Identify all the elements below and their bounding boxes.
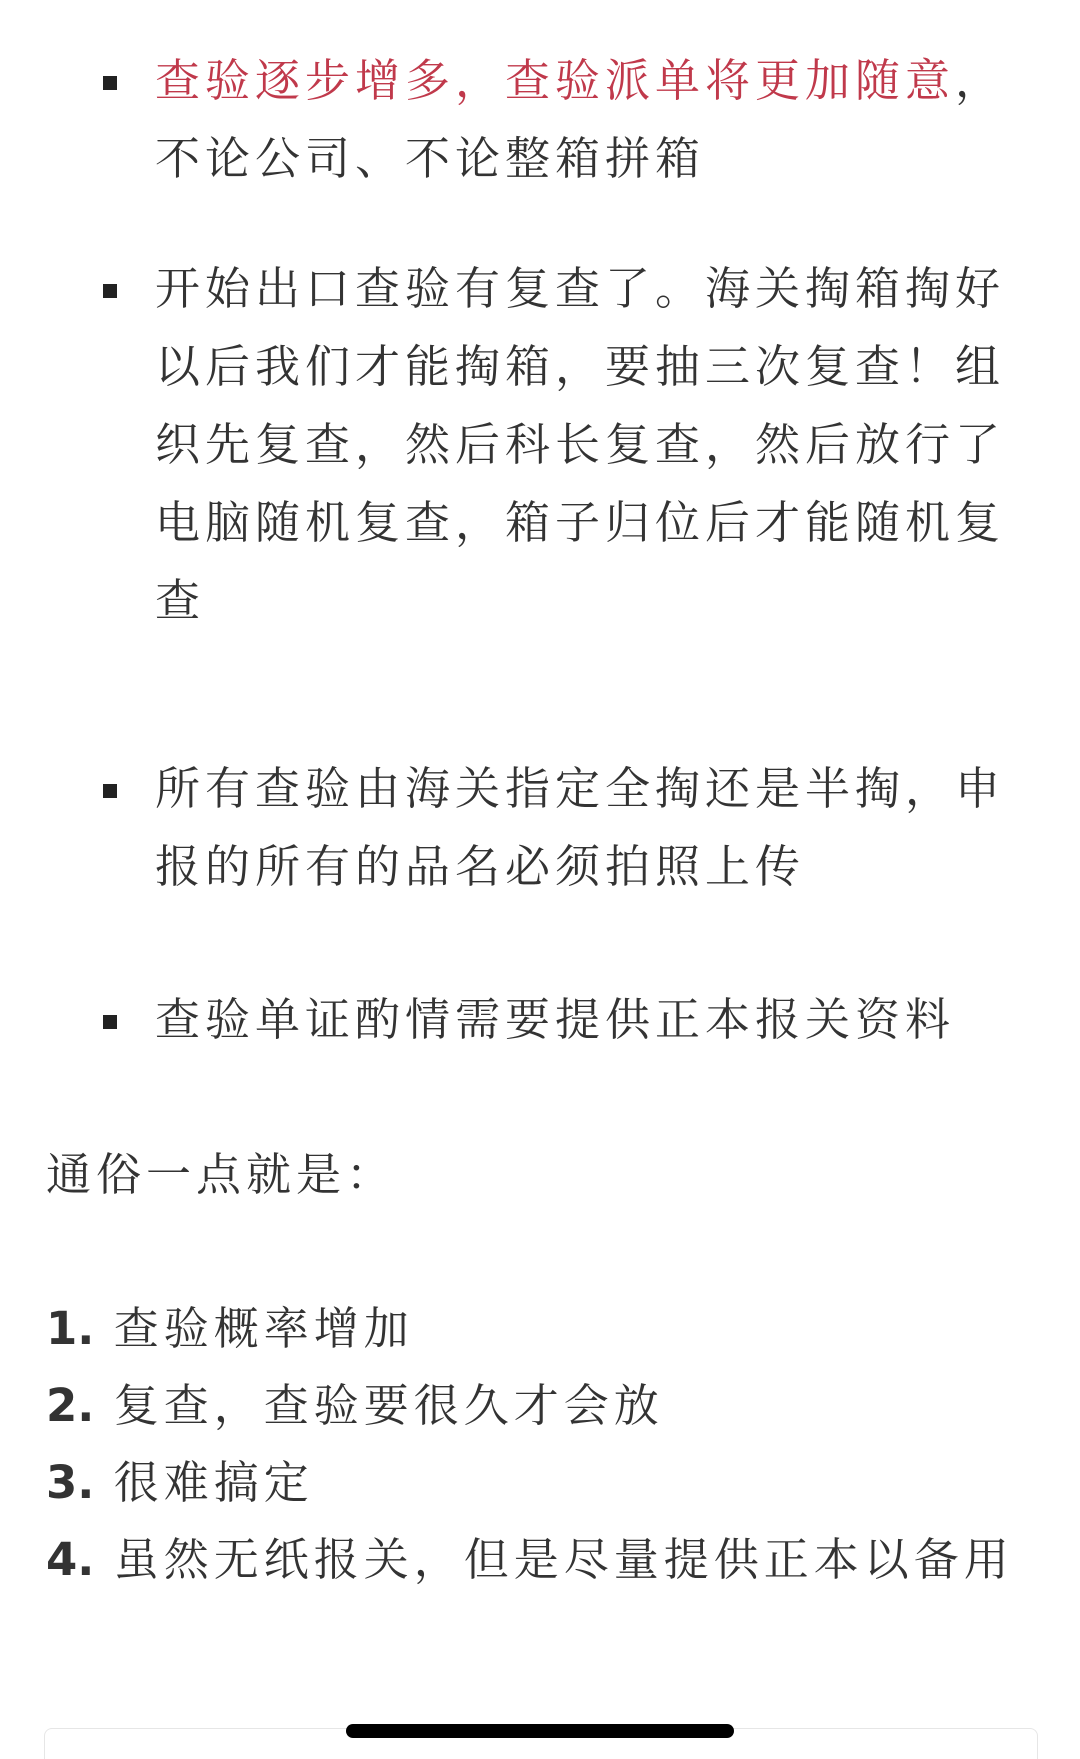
item-number: 3. [46, 1456, 95, 1509]
list-item [0, 750, 1080, 910]
numbered-item [46, 1521, 1036, 1598]
item-text: 复查，查验要很久才会放 [113, 1379, 664, 1432]
numbered-item [46, 1444, 1036, 1521]
bullet-square-icon [103, 284, 117, 298]
item-text: 查验概率增加 [113, 1302, 414, 1355]
bullet-text: 查验单证酌情需要提供正本报关资料 [155, 993, 956, 1046]
summary-intro: 通俗一点就是： [46, 1148, 397, 1201]
numbered-item [46, 1367, 1036, 1444]
bullet-square-icon [103, 784, 117, 798]
list-item [0, 42, 1080, 202]
bullet-text [155, 42, 1035, 198]
numbered-item [46, 1290, 1036, 1367]
list-item [0, 981, 1080, 1061]
item-text: 虽然无纸报关，但是尽量提供正本以备用 [113, 1533, 1014, 1586]
item-number: 1. [46, 1302, 95, 1355]
numbered-list [46, 1290, 1036, 1598]
item-number: 4. [46, 1533, 95, 1586]
bullet-text: 所有查验由海关指定全掏还是半掏，申报的所有的品名必须拍照上传 [155, 762, 1006, 893]
item-text: 很难搞定 [113, 1456, 314, 1509]
bullet-text-rest: ，不论公司、不论整箱拼箱 [155, 54, 1006, 185]
highlighted-text: 查验逐步增多，查验派单将更加随意 [155, 54, 956, 107]
bullet-square-icon [103, 1015, 117, 1029]
bullet-text: 开始出口查验有复查了。海关掏箱掏好以后我们才能掏箱，要抽三次复查！组织先复查，然后科长复查，然后放行了电脑随机复查，箱子归位后才能随机复查 [155, 262, 1006, 627]
home-indicator[interactable] [346, 1724, 734, 1738]
bullet-square-icon [103, 76, 117, 90]
item-number: 2. [46, 1379, 95, 1432]
list-item [0, 250, 1080, 650]
